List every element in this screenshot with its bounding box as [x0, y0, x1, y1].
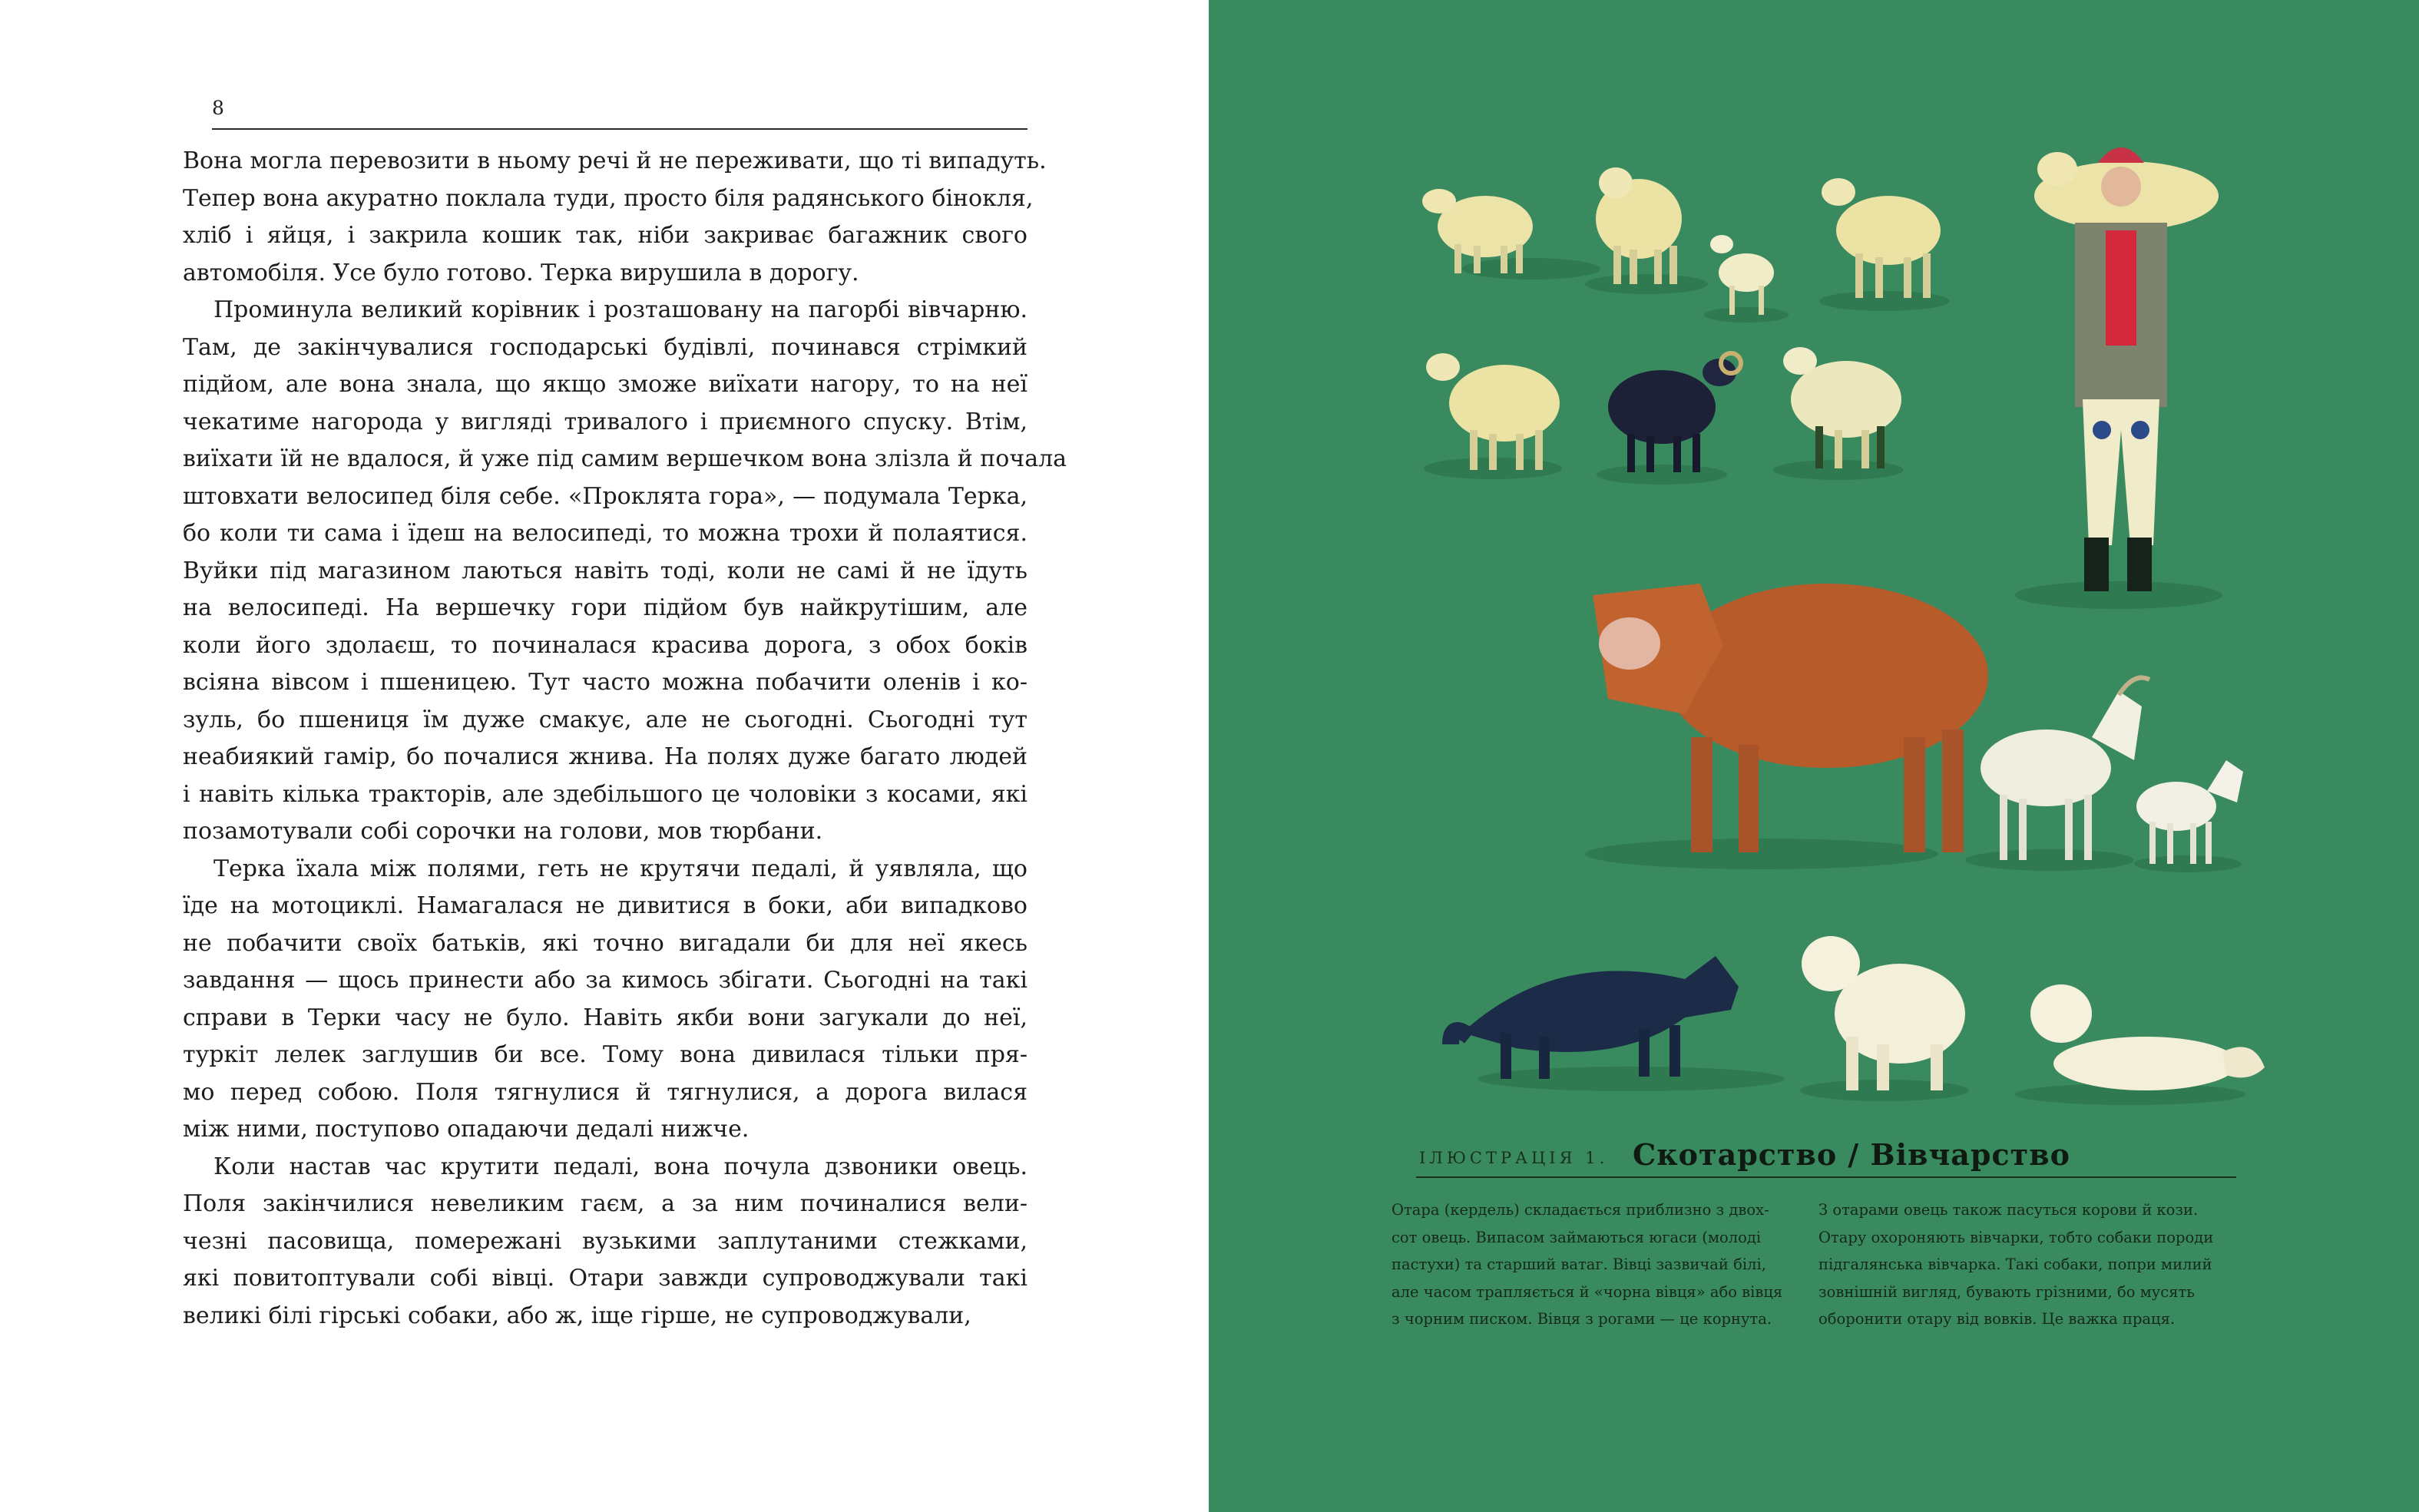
- cow-icon: [1585, 584, 1988, 869]
- text-line: автомобіля. Усе було готово. Терка вирушила в дорогу.: [183, 259, 859, 286]
- text-line: Терка їхала між полями, геть не крутячи педалі, й уявляла, що: [213, 855, 1027, 882]
- text-line: Вуйки під магазином лаються навіть тоді, коли не самі й не їдуть: [183, 557, 1027, 584]
- caption-label: ІЛЮСТРАЦІЯ 1.: [1419, 1149, 1609, 1167]
- caption-title: Скотарство / Вівчарство: [1633, 1137, 2070, 1172]
- text-line: і навіть кілька тракторів, але здебільшого це чоловіки з косами, які: [183, 780, 1027, 808]
- text-line: бо коли ти сама і їдеш на велосипеді, то можна трохи й полаятися.: [183, 520, 1027, 547]
- sheepdog-icon: [1800, 936, 1969, 1101]
- sheep-icon: [1819, 178, 1950, 311]
- text-line: які повитоптували собі вівці. Отари завжди супроводжували такі: [183, 1265, 1027, 1292]
- caption-line: з чорним писком. Вівця з рогами — це корнута.: [1392, 1310, 1772, 1328]
- caption-line: але часом трапляється й «чорна вівця» або вівця: [1392, 1282, 1783, 1301]
- page-number: 8: [212, 97, 224, 119]
- text-line: всіяна вівсом і пшеницею. Тут часто можна побачити оленів і ко-: [183, 669, 1027, 696]
- body-text: [183, 143, 1067, 1335]
- caption-line: пастухи) та старший ватаг. Вівці зазвичай білі,: [1392, 1256, 1766, 1273]
- text-line: Там, де закінчувалися господарські будівлі, починався стрімкий: [183, 333, 1027, 361]
- text-line: Тепер вона акуратно поклала туди, просто біля радянського бінокля,: [183, 184, 1034, 212]
- text-line: їде на мотоциклі. Намагалася не дивитися в боки, аби випадково: [183, 892, 1027, 919]
- sheep-icon: [1424, 353, 1562, 479]
- illustration: [1209, 0, 2419, 1512]
- caption-line: З отарами овець також пасуться корови й кози.: [1818, 1201, 2199, 1219]
- text-line: завдання — щось принести або за кимось збігати. Сьогодні на такі: [183, 967, 1027, 994]
- black-sheep-icon: [1597, 353, 1741, 485]
- text-line: позамотували собі сорочки на голови, мов тюрбани.: [183, 818, 823, 845]
- text-line: Поля закінчилися невеликим гаєм, а за ним починалися вели-: [183, 1190, 1027, 1217]
- text-line: зуль, бо пшениця їм дуже смакує, але не сьогодні. Сьогодні тут: [183, 706, 1027, 733]
- text-line: виїхати їй не вдалося, й уже під самим вершечком вона злізла й почала: [183, 445, 1067, 472]
- text-line: туркіт лелек заглушив би все. Тому вона дивилася тільки пря-: [183, 1041, 1027, 1068]
- caption-line: Отара (кердель) складається приблизно з двох-: [1392, 1201, 1769, 1219]
- text-line: коли його здолаєш, то починалася красива дорога, з обох боків: [183, 631, 1027, 659]
- text-line: справи в Терки часу не було. Навіть якби вони загукали до неї,: [183, 1004, 1027, 1031]
- text-line: хліб і яйця, і закрила кошик так, ніби закриває багажник свого: [183, 222, 1027, 249]
- caption-rule: [1416, 1176, 2236, 1178]
- caption-line: сот овець. Випасом займаються югаси (молоді: [1392, 1228, 1762, 1246]
- text-line: неабиякий гамір, бо почалися жнива. На полях дуже багато людей: [183, 743, 1027, 770]
- wolf-icon: [1451, 956, 1785, 1091]
- goat-icon: [1965, 678, 2149, 872]
- caption-line: оборонити отару від вовків. Це важка праця.: [1818, 1310, 2176, 1328]
- text-line: чекатиме нагорода у вигляді тривалого і приємного спуску. Втім,: [183, 408, 1027, 435]
- caption-line: зовнішній вигляд, бувають грізними, бо мусять: [1818, 1282, 2195, 1301]
- text-line: підйом, але вона знала, що якщо зможе виїхати нагору, то на неї: [183, 371, 1027, 398]
- right-page: [1209, 0, 2419, 1512]
- kid-goat-icon: [2134, 760, 2243, 872]
- caption-line: підгалянська вівчарка. Такі собаки, попри милий: [1818, 1256, 2212, 1273]
- sheep-icon: [1422, 189, 1600, 280]
- left-page: [0, 0, 1209, 1512]
- text-line: чезні пасовища, помережані вузькими заплутаними стежками,: [183, 1227, 1027, 1255]
- text-line: штовхати велосипед біля себе. «Проклята гора», — подумала Терка,: [183, 482, 1027, 510]
- text-line: Вона могла перевозити в ньому речі й не переживати, що ті випадуть.: [183, 147, 1047, 174]
- text-line: Коли настав час крутити педалі, вона почула дзвоники овець.: [213, 1153, 1027, 1180]
- sheep-icon: [1773, 347, 1904, 480]
- sheep-icon: [1585, 167, 1708, 294]
- text-line: не побачити своїх батьків, які точно вигадали би для неї якесь: [183, 929, 1027, 957]
- shepherd-icon: [2015, 147, 2222, 609]
- lamb-icon: [1704, 235, 1789, 323]
- caption-column-left: [1392, 1196, 1783, 1333]
- caption-line: Отару охороняють вівчарки, тобто собаки породи: [1818, 1228, 2214, 1246]
- text-line: між ними, поступово опадаючи дедалі нижче.: [183, 1116, 750, 1143]
- sheepdog-icon: [2015, 984, 2265, 1105]
- text-line: на велосипеді. На вершечку гори підйом був найкрутішим, але: [183, 594, 1027, 621]
- text-line: великі білі гірські собаки, або ж, іще гірше, не супроводжували,: [183, 1302, 971, 1329]
- text-line: Проминула великий корівник і розташовану на пагорбі вівчарню.: [213, 296, 1027, 323]
- text-line: мо перед собою. Поля тягнулися й тягнулися, а дорога вилася: [183, 1078, 1027, 1106]
- header-rule: [212, 128, 1027, 130]
- caption-column-right: [1818, 1196, 2214, 1333]
